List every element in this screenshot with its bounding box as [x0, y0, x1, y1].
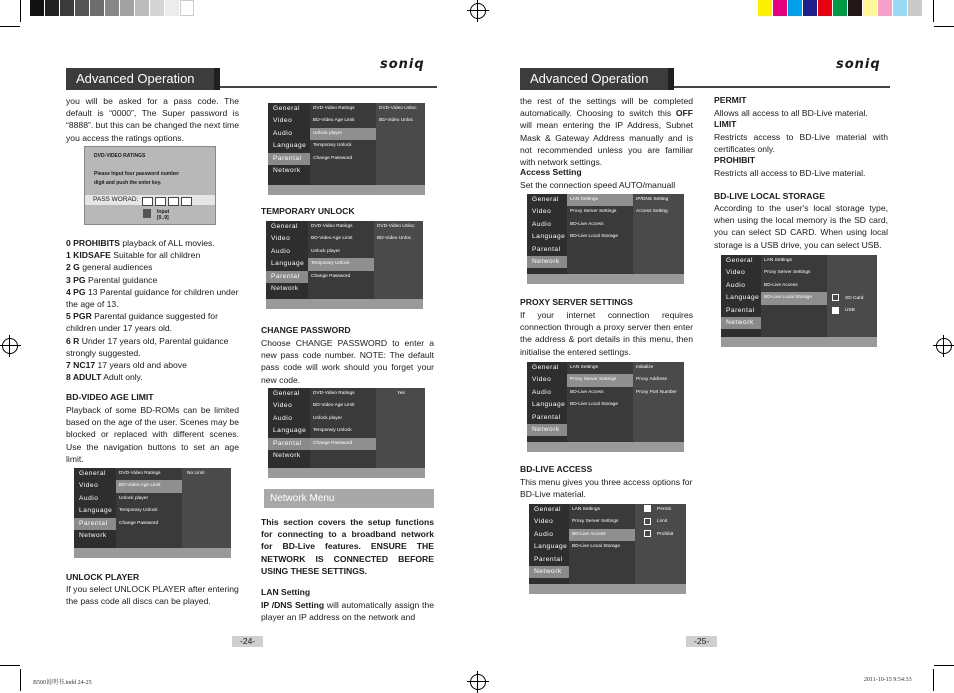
tab-language[interactable]: Language	[273, 142, 307, 150]
tab-language[interactable]: Language	[726, 294, 760, 302]
banner-title: Advanced Operation	[76, 71, 195, 86]
tab-video[interactable]: Video	[271, 235, 291, 243]
tab-language[interactable]: Language	[79, 507, 113, 515]
rating-box-title: DVD-VIDEO RATINGS	[94, 153, 146, 159]
menu-unlock-player	[268, 103, 425, 195]
tab-video[interactable]: Video	[532, 376, 552, 384]
crop-mark	[933, 669, 934, 691]
option-proxy-port[interactable]: Proxy Port Number	[636, 389, 677, 395]
tab-video[interactable]: Video	[534, 518, 554, 526]
tab-language[interactable]: Language	[534, 543, 568, 551]
item-dvd-ratings[interactable]: DVD-Video Ratings	[119, 471, 161, 476]
item-unlock-player[interactable]: Unlock player	[313, 415, 343, 421]
unlock-heading: UNLOCK PLAYER	[66, 572, 140, 582]
item-dvd-ratings[interactable]: DVD-Video Ratings	[311, 224, 353, 229]
item-bd-live-access[interactable]: BD-Live Access	[570, 389, 604, 395]
prohibit-heading: PROHIBIT	[714, 155, 756, 165]
proxy-paragraph	[520, 309, 693, 358]
rating-4: 4 PG 13 Parental guidance for children under the age of 13.	[66, 286, 239, 310]
crop-mark	[934, 26, 954, 27]
menu-footer	[268, 468, 425, 478]
crop-mark	[0, 26, 20, 27]
item-change-password[interactable]: Change Password	[310, 438, 376, 450]
ratings-list	[66, 237, 239, 383]
tab-network[interactable]: Network	[271, 284, 299, 292]
item-bd-age-limit[interactable]: BD-Video Age Limit	[311, 236, 353, 242]
tab-parental[interactable]: Parental	[534, 555, 563, 563]
pass-digit-2[interactable]	[155, 197, 166, 206]
lan-heading: LAN Setting	[261, 587, 311, 597]
change-password-paragraph	[261, 337, 434, 386]
tab-general[interactable]: General	[726, 257, 753, 264]
limit-paragraph: Restricts access to BD-Live material with certificates only.	[714, 132, 888, 155]
option-access-setting[interactable]: Access Setting	[636, 209, 668, 215]
item-dvd-ratings[interactable]: DVD-Video Ratings	[313, 106, 355, 111]
lan-text: will automatically assign the player an IP address on the network and	[261, 600, 434, 623]
tab-network[interactable]: Network	[273, 451, 301, 459]
item-bd-live-access[interactable]: BD-Live Access	[570, 221, 604, 227]
page-number-left: -24-	[232, 636, 263, 647]
tab-parental[interactable]: Parental	[268, 153, 310, 165]
tab-audio[interactable]: Audio	[532, 220, 552, 228]
tab-network[interactable]: Network	[721, 317, 763, 329]
intro-paragraph	[66, 95, 239, 144]
tab-general[interactable]: General	[79, 470, 106, 477]
lan-paragraph	[261, 599, 434, 623]
rating-1: 1 KIDSAFE Suitable for all children	[66, 250, 201, 261]
menu-bd-age-limit	[74, 468, 231, 558]
temporary-unlock-heading: TEMPORARY UNLOCK	[261, 206, 355, 216]
rating-5: 5 PGR Parental guidance suggested for children under 17 years old.	[66, 311, 218, 334]
item-temporary-unlock[interactable]: Temporary Unlock	[313, 428, 352, 434]
bd-live-access-paragraph	[520, 476, 698, 500]
option-permit[interactable]: Permit	[641, 504, 673, 516]
item-bd-live-storage[interactable]: BD-Live Local Storage	[761, 292, 827, 304]
menu-footer	[266, 299, 423, 309]
menu-proxy-settings	[527, 362, 684, 452]
input-range: [0..9]	[157, 215, 169, 221]
tab-video[interactable]: Video	[273, 117, 293, 125]
item-lan-settings[interactable]: LAN Settings	[570, 365, 598, 370]
limit-heading: LIMIT	[714, 119, 737, 129]
pass-digit-4[interactable]	[181, 197, 192, 206]
item-change-password[interactable]: Change Password	[119, 520, 159, 526]
tab-video[interactable]: Video	[79, 482, 99, 490]
option-dvd-unlock[interactable]: DVD-Video Unloc	[377, 224, 415, 229]
unlock-text: If you select UNLOCK PLAYER after entering the pass code all discs can be played.	[66, 584, 239, 607]
rating-2: 2 G general audiences	[66, 262, 153, 273]
input-label: Input	[157, 209, 170, 215]
settings-paragraph: the rest of the settings will be completed automatically. Choosing to switch this OFF will mean entering the IP Address, Subnet Mask & Gateway Address manually and is not recommended unless you are familiar with network settings.	[520, 96, 693, 168]
rating-0: 0 PROHIBITS playback of ALL movies.	[66, 238, 215, 248]
unlock-paragraph	[66, 583, 239, 607]
item-proxy-settings[interactable]: Proxy Server Settings	[572, 519, 619, 525]
menu-footer	[527, 442, 684, 452]
item-unlock-player[interactable]: Unlock player	[310, 128, 376, 140]
menu-footer	[529, 584, 686, 594]
menu-bd-live-storage	[721, 255, 877, 347]
crop-mark	[933, 0, 934, 22]
item-temporary-unlock[interactable]: Temporary Unlock	[308, 258, 374, 270]
tab-language[interactable]: Language	[273, 427, 307, 435]
item-change-password[interactable]: Change Password	[313, 155, 353, 161]
tab-general[interactable]: General	[534, 506, 561, 513]
page-number-right: -25-	[686, 636, 717, 647]
option-bd-unlock[interactable]: BD-Video Unloc	[377, 236, 412, 242]
tab-general[interactable]: General	[271, 223, 298, 230]
tab-parental[interactable]: Parental	[266, 271, 308, 283]
tab-general[interactable]: General	[273, 390, 300, 397]
tab-network[interactable]: Network	[273, 166, 301, 174]
option-dvd-unlock[interactable]: DVD-Video Unloc	[379, 106, 417, 111]
menu-footer	[268, 185, 425, 195]
tab-audio[interactable]: Audio	[273, 129, 293, 137]
checkbox-icon	[644, 530, 651, 537]
tab-parental[interactable]: Parental	[532, 413, 561, 421]
crop-mark	[20, 0, 21, 22]
item-bd-age-limit[interactable]: BD-Video Age Limit	[313, 403, 355, 409]
item-temporary-unlock[interactable]: Temporary Unlock	[313, 143, 352, 149]
item-change-password[interactable]: Change Password	[311, 273, 351, 279]
item-lan-settings[interactable]: LAN Settings	[572, 507, 600, 512]
permit-heading: PERMIT	[714, 95, 747, 105]
change-password-heading: CHANGE PASSWORD	[261, 325, 351, 335]
bd-age-paragraph	[66, 404, 239, 465]
bd-age-heading: BD-VIDEO AGE LIMIT	[66, 392, 154, 402]
rating-8: 8 ADULT Adult only.	[66, 372, 143, 383]
lock-icon	[143, 209, 151, 218]
item-proxy-settings[interactable]: Proxy Server Settings	[764, 270, 811, 276]
registration-mark-top	[470, 3, 486, 19]
pass-digit-3[interactable]	[168, 197, 179, 206]
tab-general[interactable]: General	[532, 364, 559, 371]
tab-network[interactable]: Network	[529, 566, 571, 578]
brand-logo: soniq	[836, 57, 881, 72]
access-text: Set the connection speed AUTO/manuall	[520, 180, 676, 190]
access-heading: Access Setting	[520, 167, 582, 177]
item-unlock-player[interactable]: Unlock player	[119, 495, 149, 501]
tab-parental[interactable]: Parental	[74, 518, 116, 530]
tab-parental[interactable]: Parental	[268, 438, 310, 450]
item-dvd-ratings[interactable]: DVD-Video Ratings	[313, 391, 355, 396]
registration-mark-bottom	[470, 674, 486, 690]
access-paragraph	[520, 179, 693, 191]
option-proxy-address[interactable]: Proxy Address	[636, 377, 667, 383]
tab-network[interactable]: Network	[79, 531, 107, 539]
file-slug: B500说明书.indd 24-25	[33, 680, 92, 686]
storage-heading: BD-LIVE LOCAL STORAGE	[714, 191, 825, 201]
option-ip-dns[interactable]: IP/DNS Setting	[636, 197, 669, 202]
crop-mark	[0, 665, 20, 666]
tab-audio[interactable]: Audio	[726, 281, 746, 289]
tab-language[interactable]: Language	[271, 260, 305, 268]
rating-box-line2: digit and push the enter key.	[94, 180, 162, 186]
proxy-heading: PROXY SERVER SETTINGS	[520, 297, 633, 307]
option-initialize[interactable]: Initialize	[636, 365, 654, 370]
tab-general[interactable]: General	[273, 105, 300, 112]
tab-general[interactable]: General	[532, 196, 559, 203]
permit-paragraph: Allows all access to all BD-Live material.	[714, 108, 868, 118]
menu-temporary-unlock	[266, 221, 423, 309]
pass-digit-1[interactable]	[142, 197, 153, 206]
checkbox-checked-icon	[644, 505, 651, 512]
section-banner	[520, 68, 674, 90]
proxy-text: If your internet connection requires connection through a proxy server then enter the address & port details in this menu, then initialise the entered settings.	[520, 310, 693, 357]
item-bd-live-access[interactable]: BD-Live Access	[764, 282, 798, 288]
brand-logo: soniq	[380, 57, 425, 72]
menu-lan-settings	[527, 194, 684, 284]
menu-footer	[527, 274, 684, 284]
bd-age-text: Playback of some BD-ROMs can be limited based on the age of the user. Scenes may be blocked or replaced with different scenes. Use the navigation buttons to set an age limit.	[66, 405, 239, 464]
item-unlock-player[interactable]: Unlock player	[311, 248, 341, 254]
item-proxy-settings[interactable]: Proxy Server Settings	[567, 374, 633, 386]
tab-language[interactable]: Language	[532, 233, 566, 241]
item-bd-live-storage[interactable]: BD-Live Local Storage	[570, 234, 618, 240]
lan-term: IP /DNS Setting	[261, 600, 325, 610]
tab-parental[interactable]: Parental	[726, 306, 755, 314]
tab-video[interactable]: Video	[532, 208, 552, 216]
item-bd-live-storage[interactable]: BD-Live Local Storage	[570, 402, 618, 408]
prohibit-paragraph: Restricts all access to BD-Live material.	[714, 168, 866, 178]
tab-language[interactable]: Language	[532, 401, 566, 409]
rating-7: 7 NC17 17 years old and above	[66, 360, 187, 371]
option-yes[interactable]: Yes	[397, 391, 405, 396]
date-slug: 2011-10-15 9:54:33	[864, 677, 912, 683]
network-intro-text: This section covers the setup functions for connecting to a broadband network for BD-Live features. ENSURE THE NETWORK IS CONNECTED BEFORE USING THESE SETTINGS.	[261, 517, 434, 576]
rating-3: 3 PG Parental guidance	[66, 274, 158, 285]
option-prohibit[interactable]: Prohibit	[641, 529, 673, 541]
bd-live-access-heading: BD-LIVE ACCESS	[520, 464, 593, 474]
storage-paragraph: According to the user's local storage type, when using the local memory is the SD card, you can select SD CARD. When using local storage is a USB drive, you can select USB.	[714, 203, 888, 250]
crop-mark	[934, 665, 954, 666]
tab-audio[interactable]: Audio	[534, 530, 554, 538]
rating-password-box	[84, 146, 216, 225]
menu-bd-live-access	[529, 504, 686, 594]
item-proxy-settings[interactable]: Proxy Server Settings	[570, 209, 617, 215]
change-password-text: Choose CHANGE PASSWORD to enter a new pass code number. NOTE: The default pass code will work should you forget your new code.	[261, 338, 434, 385]
item-temporary-unlock[interactable]: Temporary Unlock	[119, 508, 158, 514]
tab-video[interactable]: Video	[726, 269, 746, 277]
option-bd-unlock[interactable]: BD-Video Unloc	[379, 118, 414, 124]
tab-video[interactable]: Video	[273, 402, 293, 410]
option-limit[interactable]: Limit	[641, 516, 673, 528]
tab-network[interactable]: Network	[527, 256, 569, 268]
tab-audio[interactable]: Audio	[532, 388, 552, 396]
menu-change-password	[268, 388, 425, 478]
menu-footer	[721, 337, 877, 347]
option-usb[interactable]: USB	[829, 305, 863, 317]
checkbox-checked-icon	[832, 307, 839, 314]
tab-audio[interactable]: Audio	[79, 494, 99, 502]
rating-6: 6 R Under 17 years old, Parental guidance strongly suggested.	[66, 335, 229, 358]
checkbox-icon	[644, 518, 651, 525]
item-bd-age-limit[interactable]: BD-Video Age Limit	[313, 118, 355, 124]
checkbox-icon	[832, 294, 839, 301]
pass-word-label: PASS WORAD:	[93, 196, 139, 203]
registration-mark-right	[936, 338, 952, 354]
item-bd-age-limit[interactable]: BD-Video Age Limit	[116, 480, 182, 492]
crop-mark	[20, 669, 21, 691]
tab-audio[interactable]: Audio	[273, 414, 293, 422]
section-banner	[66, 68, 220, 90]
item-lan-settings[interactable]: LAN Settings	[567, 194, 633, 206]
registration-mark-left	[2, 338, 18, 354]
option-no-limit[interactable]: No Limit	[187, 471, 205, 476]
item-bd-live-storage[interactable]: BD-Live Local Storage	[572, 544, 620, 550]
network-menu-banner: Network Menu	[264, 489, 434, 508]
tab-network[interactable]: Network	[527, 424, 569, 436]
item-bd-live-access[interactable]: BD-Live Access	[569, 529, 635, 541]
intro-text: you will be asked for a pass code. The default is “0000”, The Super password is “8888”. but this can be changed the next time you access the ratings options.	[66, 96, 239, 143]
tab-parental[interactable]: Parental	[532, 245, 561, 253]
item-lan-settings[interactable]: LAN Settings	[764, 258, 792, 263]
tab-audio[interactable]: Audio	[271, 247, 291, 255]
network-intro-paragraph	[261, 516, 434, 577]
menu-footer	[74, 548, 231, 558]
option-sd-card[interactable]: SD Card	[829, 293, 863, 305]
banner-title: Advanced Operation	[530, 71, 649, 86]
bd-live-access-text: This menu gives you three access options for BD-Live material.	[520, 477, 693, 500]
rating-box-line1: Please Input four password number	[94, 171, 180, 177]
